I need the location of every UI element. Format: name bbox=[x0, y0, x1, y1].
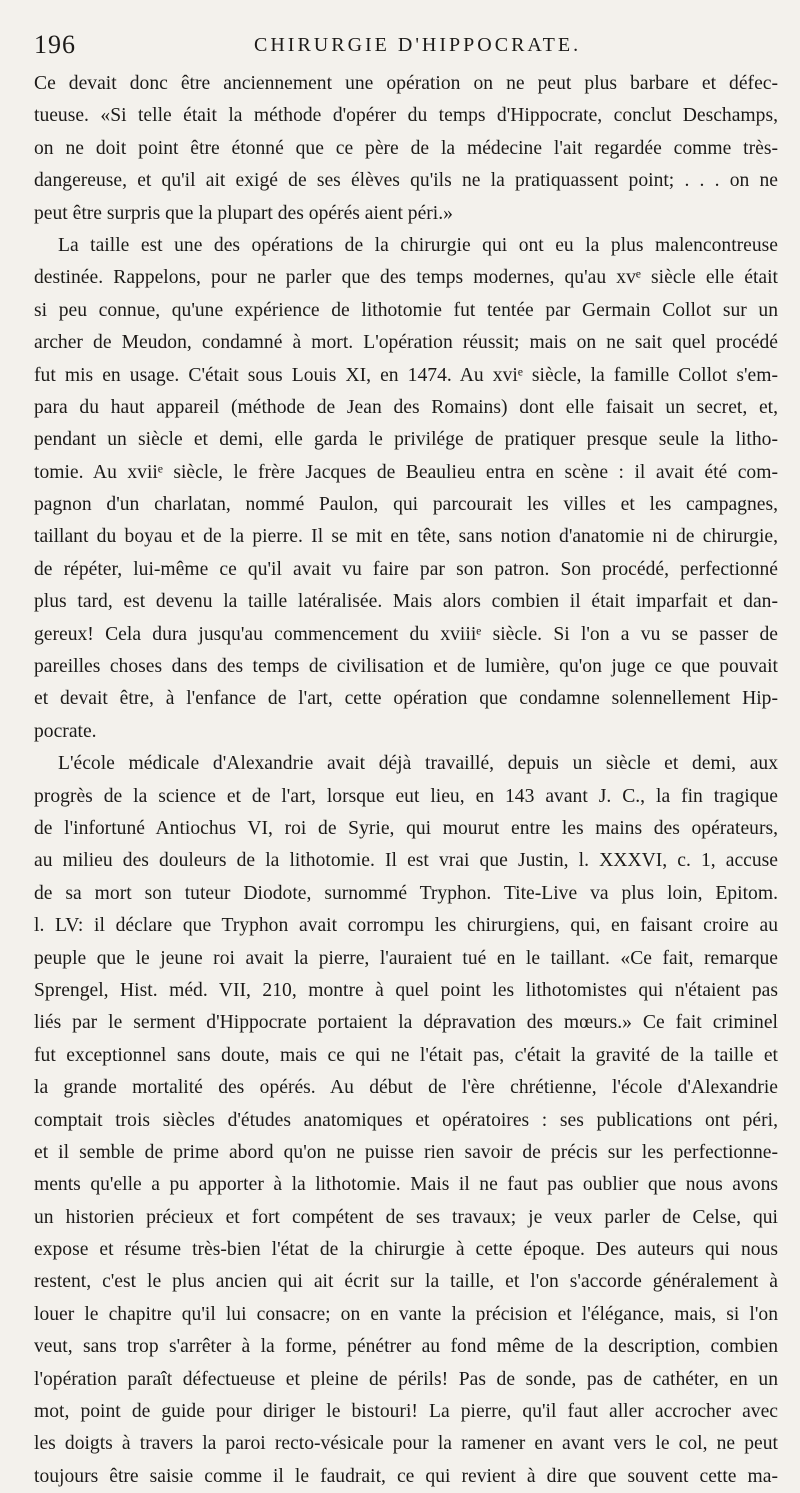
text-line: tomie. Au xviiᵉ siècle, le frère Jacques de Beaulieu entra en scène : il avait été com- bbox=[34, 461, 778, 483]
text-line: peuple que le jeune roi avait la pierre, l'auraient tué en le taillant. «Ce fait, remarque bbox=[34, 947, 778, 969]
text-line: La taille est une des opérations de la chirurgie qui ont eu la plus malencontreuse bbox=[58, 234, 778, 256]
text-line: de sa mort son tuteur Diodote, surnommé Tryphon. Tite-Live va plus loin, Epitom. bbox=[34, 882, 778, 904]
text-line: de l'infortuné Antiochus VI, roi de Syrie, qui mourut entre les mains des opérateurs, bbox=[34, 817, 778, 839]
text-line: gereux! Cela dura jusqu'au commencement du xviiiᵉ siècle. Si l'on a vu se passer de bbox=[34, 623, 778, 645]
text-line: peut être surpris que la plupart des opérés aient péri.» bbox=[34, 202, 453, 224]
text-line: archer de Meudon, condamné à mort. L'opération réussit; mais on ne sait quel procédé bbox=[34, 332, 778, 354]
text-line: pocrate. bbox=[34, 720, 97, 742]
text-line: Ce devait donc être anciennement une opération on ne peut plus barbare et défec- bbox=[34, 73, 778, 94]
text-line: l'opération paraît défectueuse et pleine de périls! Pas de sonde, pas de cathéter, en un bbox=[34, 1368, 778, 1390]
text-line: fut mis en usage. C'était sous Louis XI, en 1474. Au xviᵉ siècle, la famille Collot s'em- bbox=[34, 364, 778, 386]
text-line: ments qu'elle a pu apporter à la lithotomie. Mais il ne faut pas oublier que nous avons bbox=[34, 1174, 778, 1196]
text-line: et il semble de prime abord qu'on ne puisse rien savoir de précis sur les perfectionne- bbox=[34, 1141, 778, 1163]
text-line: on ne doit point être étonné que ce père de la médecine l'ait regardée comme très- bbox=[34, 137, 778, 159]
text-line: mot, point de guide pour diriger le bistouri! La pierre, qu'il faut aller accrocher avec bbox=[34, 1401, 778, 1423]
text-line: pareilles choses dans des temps de civilisation et de lumière, qu'on juge ce que pouvait bbox=[34, 656, 778, 678]
text-line: les doigts à travers la paroi recto-vésicale pour la ramener en avant vers le col, ne peut bbox=[34, 1433, 778, 1455]
text-line: liés par le serment d'Hippocrate portaient la dépravation des mœurs.» Ce fait criminel bbox=[34, 1012, 778, 1034]
body-text bbox=[34, 68, 778, 1493]
page-number: 196 bbox=[34, 30, 76, 59]
text-line: L'école médicale d'Alexandrie avait déjà travaillé, depuis un siècle et demi, aux bbox=[58, 753, 778, 775]
text-line: dangereuse, et qu'il ait exigé de ses élèves qu'ils ne la pratiquassent point; . . . on ne bbox=[34, 170, 778, 192]
text-line: taillant du boyau et de la pierre. Il se mit en tête, sans notion d'anatomie ni de chirurgie, bbox=[34, 526, 778, 548]
text-line: restent, c'est le plus ancien qui ait écrit sur la taille, et l'on s'accorde généralement à bbox=[34, 1271, 778, 1293]
text-line: un historien précieux et fort compétent de ses travaux; je veux parler de Celse, qui bbox=[34, 1206, 778, 1228]
text-line: et devait être, à l'enfance de l'art, cette opération que condamne solennellement Hip- bbox=[34, 688, 778, 710]
running-head bbox=[34, 30, 778, 60]
text-line: comptait trois siècles d'études anatomiques et opératoires : ses publications ont péri, bbox=[34, 1109, 778, 1131]
text-line: pendant un siècle et demi, elle garda le privilége de pratiquer presque seule la litho- bbox=[34, 429, 778, 451]
text-line: progrès de la science et de l'art, lorsque eut lieu, en 143 avant J. C., la fin tragique bbox=[34, 785, 778, 807]
text-line: para du haut appareil (méthode de Jean des Romains) dont elle faisait un secret, et, bbox=[34, 396, 778, 418]
text-line: veut, sans trop s'arrêter à la forme, pénétrer au fond même de la description, combien bbox=[34, 1336, 778, 1358]
text-line: tueuse. «Si telle était la méthode d'opérer du temps d'Hippocrate, conclut Deschamps, bbox=[34, 105, 778, 127]
text-line: toujours être saisie comme il le faudrait, ce qui revient à dire que souvent cette ma- bbox=[34, 1465, 778, 1487]
text-line: au milieu des douleurs de la lithotomie. Il est vrai que Justin, l. XXXVI, c. 1, accuse bbox=[34, 850, 778, 872]
text-line: l. LV: il déclare que Tryphon avait corrompu les chirurgiens, qui, en faisant croire au bbox=[34, 915, 778, 937]
text-line: expose et résume très-bien l'état de la chirurgie à cette époque. Des auteurs qui nous bbox=[34, 1239, 778, 1261]
running-title: CHIRURGIE D'HIPPOCRATE. bbox=[254, 34, 582, 56]
text-line: la grande mortalité des opérés. Au début de l'ère chrétienne, l'école d'Alexandrie bbox=[34, 1077, 778, 1099]
text-line: pagnon d'un charlatan, nommé Paulon, qui parcourait les villes et les campagnes, bbox=[34, 494, 778, 516]
text-line: plus tard, est devenu la taille latéralisée. Mais alors combien il était imparfait et dan- bbox=[34, 591, 778, 613]
text-line: destinée. Rappelons, pour ne parler que des temps modernes, qu'au xvᵉ siècle elle était bbox=[34, 267, 778, 289]
text-line: louer le chapitre qu'il lui consacre; on en vante la précision et l'élégance, mais, si l'on bbox=[34, 1303, 778, 1325]
text-line: de répéter, lui-même ce qu'il avait vu faire par son patron. Son procédé, perfectionné bbox=[34, 558, 778, 580]
text-line: Sprengel, Hist. méd. VII, 210, montre à quel point les lithotomistes qui n'étaient pas bbox=[34, 979, 778, 1001]
text-line: fut exceptionnel sans doute, mais ce qui ne l'était pas, c'était la gravité de la taille et bbox=[34, 1044, 778, 1066]
text-line: si peu connue, qu'une expérience de lithotomie fut tentée par Germain Collot sur un bbox=[34, 299, 778, 321]
